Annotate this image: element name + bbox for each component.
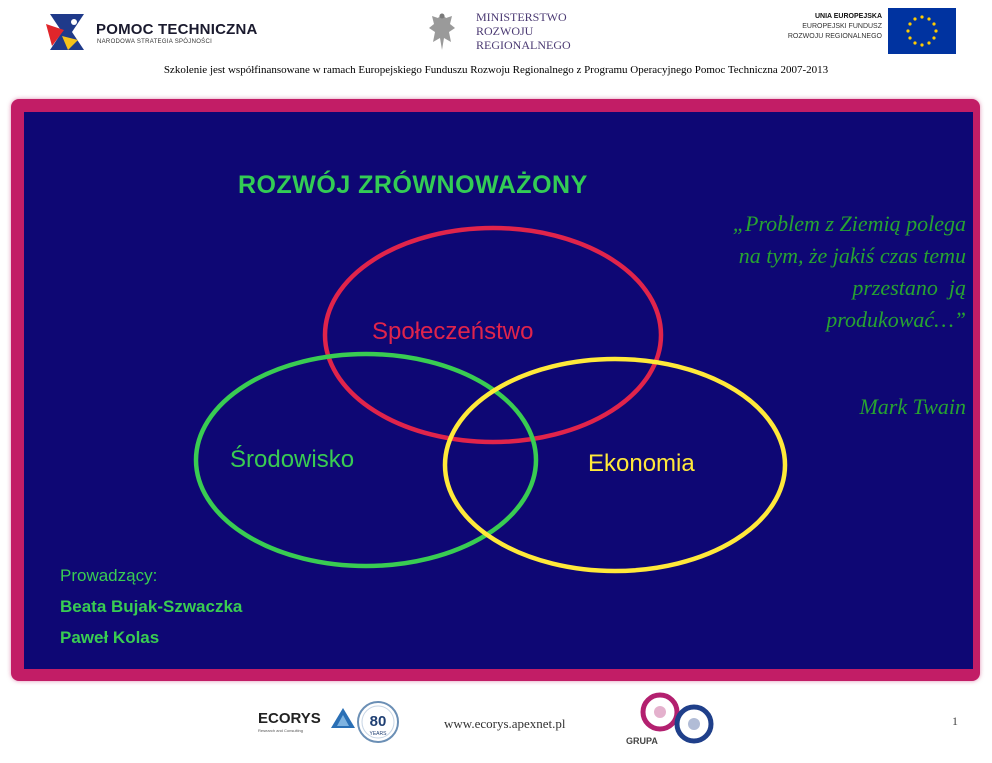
eu-line-3: ROZWOJU REGIONALNEGO — [787, 33, 882, 40]
quote-line-1: „Problem z Ziemią polega — [732, 211, 966, 236]
quote-line-4: produkować…” — [826, 307, 966, 332]
presenters-label: Prowadzący: — [60, 566, 158, 585]
quote-author: Mark Twain — [859, 394, 966, 419]
funding-statement: Szkolenie jest współfinansowane w ramach Europejskiego Funduszu Rozwoju Regionalnego z Programu Operacyjnego Pomoc Techniczna 2007-2013 — [163, 64, 829, 76]
ecorys-triangle-icon — [329, 706, 357, 730]
presenter-name-2: Paweł Kolas — [60, 628, 160, 647]
slide-title: ROZWÓJ ZRÓWNOWAŻONY — [238, 171, 588, 199]
footer-url: www.ecorys.apexnet.pl — [444, 716, 566, 731]
environment-label: Środowisko — [230, 446, 355, 473]
eu-flag-icon — [888, 8, 956, 54]
pomoc-techniczna-subtitle: NARODOWA STRATEGIA SPÓJNOŚCI — [97, 39, 213, 45]
quote-line-2: na tym, że jakiś czas temu — [738, 243, 966, 268]
society-label: Społeczeństwo — [372, 318, 534, 345]
ministry-line-3: REGIONALNEGO — [476, 38, 571, 52]
eu-fund-logo-text — [740, 12, 882, 42]
mark-twain-quote — [600, 208, 966, 336]
eu-line-1: UNIA EUROPEJSKA — [814, 13, 882, 20]
badge-number: 80 — [369, 713, 387, 730]
ministry-line-1: MINISTERSTWO — [476, 10, 567, 24]
ecorys-tagline: Research and Consulting — [258, 728, 303, 733]
eu-line-2: EUROPEJSKI FUNDUSZ — [802, 23, 882, 30]
badge-word: YEARS — [369, 731, 387, 737]
ministry-line-2: ROZWOJU — [476, 24, 534, 38]
page-number: 1 — [952, 714, 958, 728]
grupa-label: GRUPA — [626, 736, 658, 746]
quote-line-3: przestano ją — [852, 275, 966, 300]
80-years-badge-icon — [356, 700, 400, 744]
polish-eagle-emblem-icon — [428, 10, 456, 54]
pomoc-techniczna-logo-icon — [44, 10, 88, 52]
ministry-logo-text — [476, 10, 571, 52]
presenter-name-1: Beata Bujak-Szwaczka — [60, 597, 243, 616]
sustainability-venn-diagram — [24, 112, 973, 669]
economy-label: Ekonomia — [588, 450, 695, 477]
pomoc-techniczna-title: POMOC TECHNICZNA — [96, 21, 258, 38]
ecorys-logo-text: ECORYS — [258, 710, 321, 727]
